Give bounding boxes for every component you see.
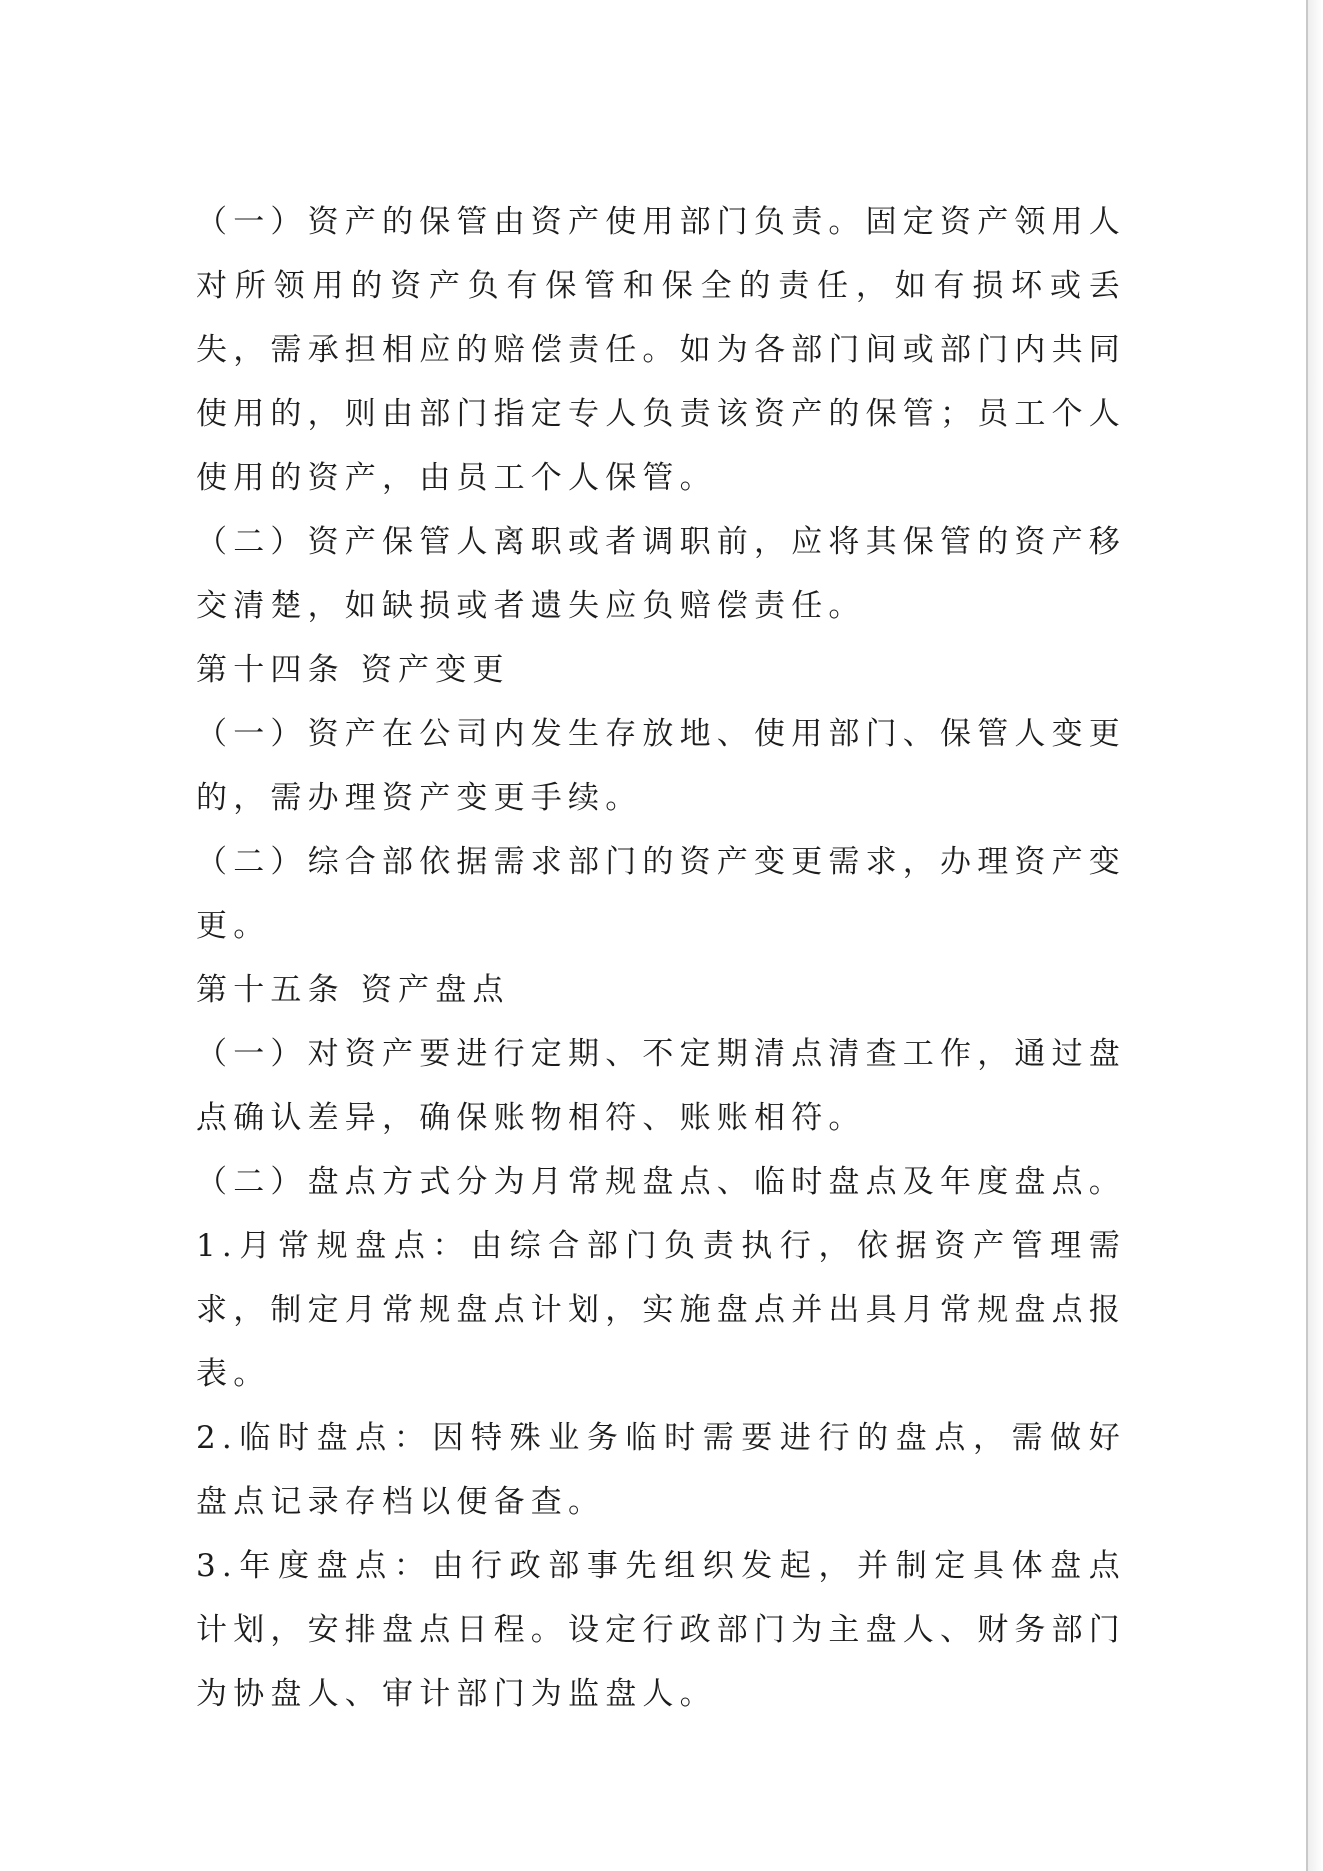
list-item-monthly-inventory: 1.月常规盘点：由综合部门负责执行，依据资产管理需求，制定月常规盘点计划，实施盘点并出具月常规盘点报表。 <box>196 1228 1126 1392</box>
paragraph-inventory-check: （一）对资产要进行定期、不定期清点清查工作，通过盘点确认差异，确保账物相符、账账相符。 <box>196 1036 1126 1136</box>
list-item-temporary-inventory: 2.临时盘点：因特殊业务临时需要进行的盘点，需做好盘点记录存档以便备查。 <box>196 1420 1126 1520</box>
article-14-heading: 第十四条 资产变更 <box>196 652 510 688</box>
document-body <box>196 190 1126 1726</box>
scan-border-shadow <box>1308 0 1323 1871</box>
paragraph-change-procedure: （一）资产在公司内发生存放地、使用部门、保管人变更的，需办理资产变更手续。 <box>196 716 1126 816</box>
article-15-heading: 第十五条 资产盘点 <box>196 972 510 1008</box>
paragraph-inventory-methods: （二）盘点方式分为月常规盘点、临时盘点及年度盘点。 <box>196 1164 1126 1200</box>
list-item-annual-inventory: 3.年度盘点：由行政部事先组织发起，并制定具体盘点计划，安排盘点日程。设定行政部门为主盘人、财务部门为协盘人、审计部门为监盘人。 <box>196 1548 1126 1712</box>
paragraph-change-handling: （二）综合部依据需求部门的资产变更需求，办理资产变更。 <box>196 844 1126 944</box>
paragraph-custodian-handover: （二）资产保管人离职或者调职前，应将其保管的资产移交清楚，如缺损或者遗失应负赔偿责任。 <box>196 524 1126 624</box>
paragraph-custody-responsibility: （一）资产的保管由资产使用部门负责。固定资产领用人对所领用的资产负有保管和保全的责任，如有损坏或丢失，需承担相应的赔偿责任。如为各部门间或部门内共同使用的，则由部门指定专人负责该资产的保管；员工个人使用的资产，由员工个人保管。 <box>196 204 1126 496</box>
